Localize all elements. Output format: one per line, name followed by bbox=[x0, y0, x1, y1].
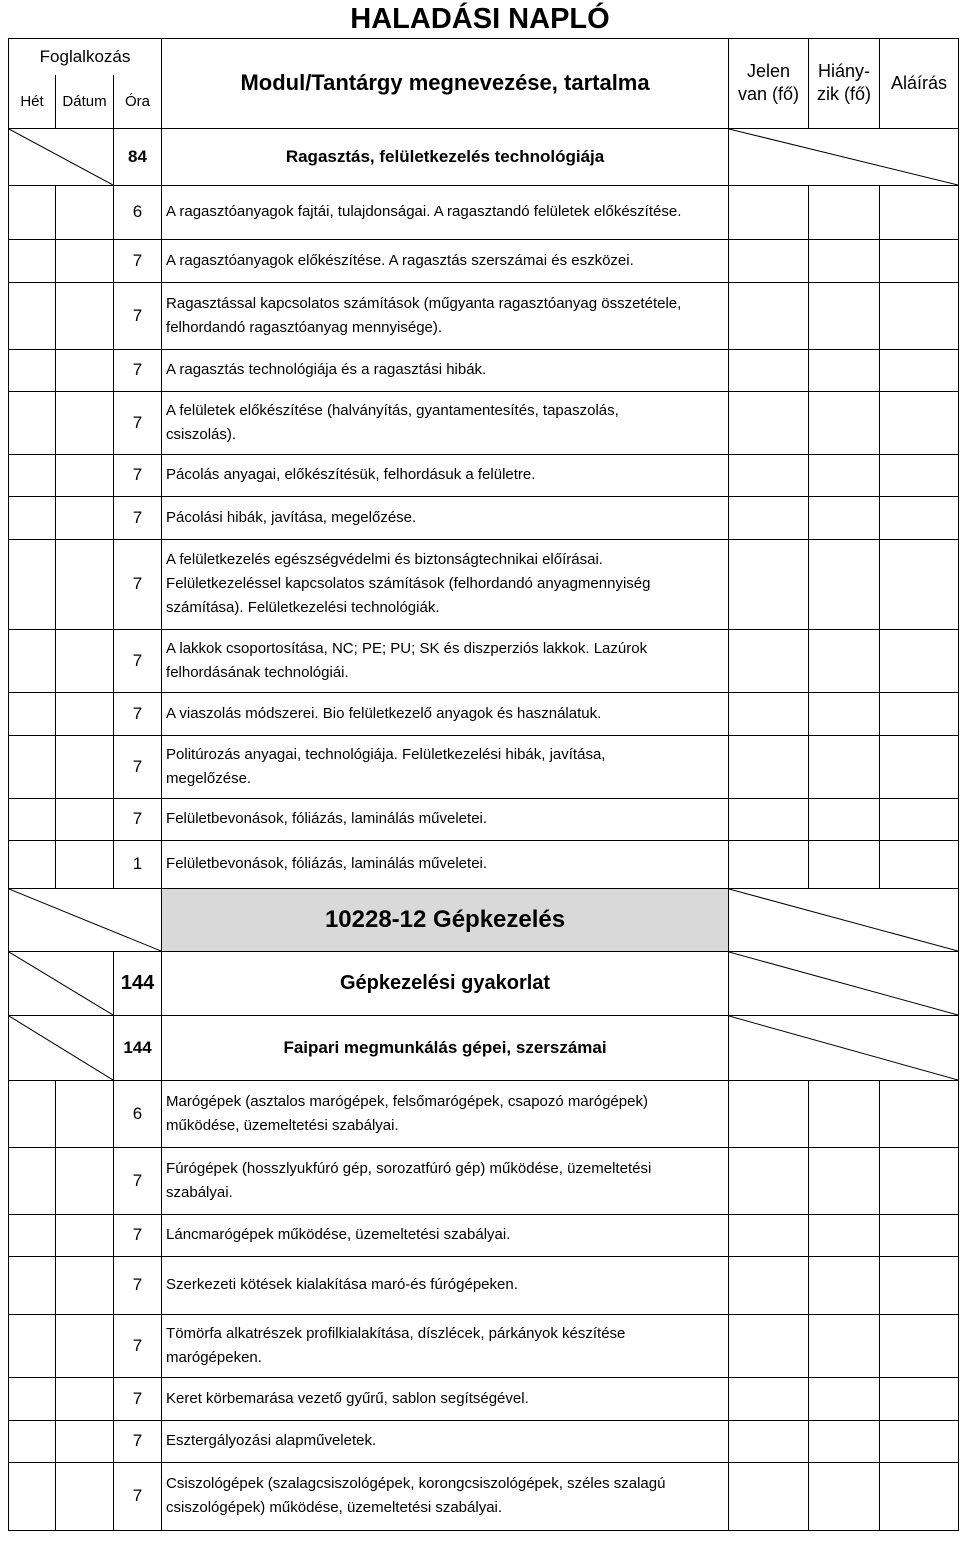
hianyzik-cell[interactable] bbox=[809, 629, 880, 692]
content-cell bbox=[162, 539, 729, 629]
hianyzik-cell[interactable] bbox=[809, 496, 880, 539]
ora-cell: 7 bbox=[114, 1147, 162, 1214]
table-row bbox=[9, 798, 959, 840]
content-line: A ragasztóanyagok fajtái, tulajdonságai. A ragasztandó felületek előkészítése. bbox=[166, 203, 682, 220]
content-cell bbox=[162, 496, 729, 539]
section1-row bbox=[9, 128, 959, 185]
hianyzik-cell[interactable] bbox=[809, 539, 880, 629]
het-cell[interactable] bbox=[9, 840, 56, 888]
section2-row bbox=[9, 1015, 959, 1080]
module-row bbox=[9, 888, 959, 951]
het-cell[interactable] bbox=[9, 1080, 56, 1147]
table-row bbox=[9, 282, 959, 349]
diagonal-strike bbox=[729, 952, 958, 1015]
content-line: Felületkezeléssel kapcsolatos számítások (felhordandó anyagmennyiség bbox=[166, 575, 651, 592]
table-row bbox=[9, 1147, 959, 1214]
alairas-cell[interactable] bbox=[880, 1314, 959, 1377]
jelen-cell[interactable] bbox=[729, 1147, 809, 1214]
het-cell[interactable] bbox=[9, 239, 56, 282]
het-cell[interactable] bbox=[9, 1256, 56, 1314]
ora-cell: 7 bbox=[114, 391, 162, 454]
jelen-cell[interactable] bbox=[729, 185, 809, 239]
alairas-cell[interactable] bbox=[880, 539, 959, 629]
het-cell[interactable] bbox=[9, 391, 56, 454]
datum-cell[interactable] bbox=[56, 185, 114, 239]
datum-cell[interactable] bbox=[56, 1147, 114, 1214]
jelen-cell[interactable] bbox=[729, 454, 809, 496]
jelen-cell[interactable] bbox=[729, 1214, 809, 1256]
datum-cell[interactable] bbox=[56, 1377, 114, 1420]
table-row bbox=[9, 454, 959, 496]
table-row bbox=[9, 1462, 959, 1530]
alairas-cell[interactable] bbox=[880, 349, 959, 391]
content-cell bbox=[162, 692, 729, 735]
hianyzik-cell[interactable] bbox=[809, 1314, 880, 1377]
content-cell bbox=[162, 1147, 729, 1214]
content-line: A lakkok csoportosítása, NC; PE; PU; SK és diszperziós lakkok. Lazúrok bbox=[166, 639, 648, 657]
content-cell bbox=[162, 1214, 729, 1256]
subject-row bbox=[9, 951, 959, 1015]
content-line: Esztergályozási alapműveletek. bbox=[166, 1432, 377, 1449]
datum-cell[interactable] bbox=[56, 349, 114, 391]
table-row bbox=[9, 391, 959, 454]
het-cell[interactable] bbox=[9, 1214, 56, 1256]
diagonal-strike bbox=[729, 889, 958, 951]
content-cell bbox=[162, 1377, 729, 1420]
content-line: Politúrozás anyagai, technológiája. Felületkezelési hibák, javítása, bbox=[166, 745, 606, 763]
alairas-cell[interactable] bbox=[880, 282, 959, 349]
content-line: A ragasztás technológiája és a ragasztási hibák. bbox=[166, 361, 487, 378]
content-cell bbox=[162, 629, 729, 692]
header-hianyzik: Hiány- zik (fő) bbox=[809, 39, 880, 129]
content-cell bbox=[162, 1420, 729, 1462]
module-title: 10228-12 Gépkezelés bbox=[162, 888, 729, 951]
section2-blank bbox=[9, 1015, 114, 1080]
hianyzik-cell[interactable] bbox=[809, 798, 880, 840]
hianyzik-cell[interactable] bbox=[809, 1256, 880, 1314]
ora-cell: 7 bbox=[114, 496, 162, 539]
diagonal-strike bbox=[9, 889, 161, 951]
content-line: felhordandó ragasztóanyag mennyisége). bbox=[166, 318, 443, 336]
datum-cell[interactable] bbox=[56, 282, 114, 349]
jelen-cell[interactable] bbox=[729, 496, 809, 539]
alairas-cell[interactable] bbox=[880, 454, 959, 496]
content-line: Felületbevonások, fóliázás, laminálás műveletei. bbox=[166, 810, 488, 827]
content-cell bbox=[162, 391, 729, 454]
het-cell[interactable] bbox=[9, 1314, 56, 1377]
diagonal-strike bbox=[9, 129, 113, 185]
module-blank bbox=[9, 888, 162, 951]
datum-cell[interactable] bbox=[56, 1214, 114, 1256]
header-het: Hét bbox=[9, 75, 56, 128]
jelen-cell[interactable] bbox=[729, 1420, 809, 1462]
table-row bbox=[9, 1256, 959, 1314]
jelen-cell[interactable] bbox=[729, 692, 809, 735]
alairas-cell[interactable] bbox=[880, 1080, 959, 1147]
jelen-cell[interactable] bbox=[729, 1377, 809, 1420]
hianyzik-cell[interactable] bbox=[809, 1377, 880, 1420]
content-line: megelőzése. bbox=[166, 769, 252, 787]
content-cell bbox=[162, 1462, 729, 1530]
table-row bbox=[9, 692, 959, 735]
content-cell bbox=[162, 798, 729, 840]
het-cell[interactable] bbox=[9, 629, 56, 692]
header-jelen: Jelen van (fő) bbox=[729, 39, 809, 129]
hianyzik-cell[interactable] bbox=[809, 1080, 880, 1147]
header-alairas: Aláírás bbox=[880, 39, 959, 129]
hianyzik-cell[interactable] bbox=[809, 239, 880, 282]
alairas-cell[interactable] bbox=[880, 1462, 959, 1530]
module-blank-right bbox=[729, 888, 959, 951]
table-row bbox=[9, 539, 959, 629]
het-cell[interactable] bbox=[9, 496, 56, 539]
ora-cell: 6 bbox=[114, 185, 162, 239]
ora-cell: 7 bbox=[114, 1256, 162, 1314]
het-cell[interactable] bbox=[9, 1420, 56, 1462]
hianyzik-cell[interactable] bbox=[809, 391, 880, 454]
content-line: szabályai. bbox=[166, 1183, 233, 1201]
content-cell bbox=[162, 185, 729, 239]
table-row bbox=[9, 1377, 959, 1420]
alairas-cell[interactable] bbox=[880, 239, 959, 282]
ora-cell: 7 bbox=[114, 798, 162, 840]
table-row bbox=[9, 629, 959, 692]
content-cell bbox=[162, 840, 729, 888]
datum-cell[interactable] bbox=[56, 629, 114, 692]
het-cell[interactable] bbox=[9, 1462, 56, 1530]
ora-cell: 7 bbox=[114, 1214, 162, 1256]
alairas-cell[interactable] bbox=[880, 735, 959, 798]
section2-title: Faipari megmunkálás gépei, szerszámai bbox=[162, 1015, 729, 1080]
ora-cell: 6 bbox=[114, 1080, 162, 1147]
diagonal-strike bbox=[9, 1016, 113, 1080]
alairas-cell[interactable] bbox=[880, 692, 959, 735]
hianyzik-cell[interactable] bbox=[809, 349, 880, 391]
content-line: Ragasztással kapcsolatos számítások (műgyanta ragasztóanyag összetétele, bbox=[166, 294, 682, 312]
datum-cell[interactable] bbox=[56, 454, 114, 496]
content-line: Keret körbemarása vezető gyűrű, sablon segítségével. bbox=[166, 1389, 529, 1407]
content-line: Szerkezeti kötések kialakítása maró-és fúrógépeken. bbox=[166, 1276, 518, 1293]
alairas-cell[interactable] bbox=[880, 1147, 959, 1214]
content-line: számítása). Felületkezelési technológiák. bbox=[166, 599, 440, 616]
hianyzik-cell[interactable] bbox=[809, 1462, 880, 1530]
jelen-cell[interactable] bbox=[729, 1462, 809, 1530]
content-line: Marógépek (asztalos marógépek, felsőmarógépek, csapozó marógépek) bbox=[166, 1092, 648, 1110]
content-cell bbox=[162, 282, 729, 349]
table-row bbox=[9, 496, 959, 539]
alairas-cell[interactable] bbox=[880, 391, 959, 454]
content-line: A ragasztóanyagok előkészítése. A ragasztás szerszámai és eszközei. bbox=[166, 251, 634, 269]
jelen-cell[interactable] bbox=[729, 629, 809, 692]
section2-hours: 144 bbox=[114, 1015, 162, 1080]
section1-blank-right bbox=[729, 128, 959, 185]
content-line: Csiszológépek (szalagcsiszológépek, korongcsiszológépek, széles szalagú bbox=[166, 1475, 666, 1492]
table-row bbox=[9, 239, 959, 282]
content-line: felhordásának technológiái. bbox=[166, 663, 349, 681]
het-cell[interactable] bbox=[9, 692, 56, 735]
ora-cell: 7 bbox=[114, 539, 162, 629]
page-title: HALADÁSI NAPLÓ bbox=[350, 3, 610, 35]
het-cell[interactable] bbox=[9, 349, 56, 391]
ora-cell: 7 bbox=[114, 1420, 162, 1462]
content-cell bbox=[162, 1256, 729, 1314]
hianyzik-cell[interactable] bbox=[809, 1214, 880, 1256]
content-cell bbox=[162, 349, 729, 391]
section1-title: Ragasztás, felületkezelés technológiája bbox=[162, 128, 729, 185]
content-line: Felületbevonások, fóliázás, laminálás műveletei. bbox=[166, 855, 488, 872]
datum-cell[interactable] bbox=[56, 735, 114, 798]
ora-cell: 7 bbox=[114, 629, 162, 692]
jelen-cell[interactable] bbox=[729, 840, 809, 888]
table-row bbox=[9, 1214, 959, 1256]
content-line: A felületkezelés egészségvédelmi és biztonságtechnikai előírásai. bbox=[166, 551, 603, 568]
content-line: A felületek előkészítése (halványítás, gyantamentesítés, tapaszolás, bbox=[166, 401, 619, 419]
jelen-cell[interactable] bbox=[729, 539, 809, 629]
alairas-cell[interactable] bbox=[880, 1214, 959, 1256]
content-line: működése, üzemeltetési szabályai. bbox=[166, 1116, 399, 1134]
ora-cell: 7 bbox=[114, 239, 162, 282]
het-cell[interactable] bbox=[9, 798, 56, 840]
jelen-cell[interactable] bbox=[729, 282, 809, 349]
ora-cell: 1 bbox=[114, 840, 162, 888]
content-cell bbox=[162, 239, 729, 282]
content-cell bbox=[162, 454, 729, 496]
het-cell[interactable] bbox=[9, 454, 56, 496]
jelen-cell[interactable] bbox=[729, 1080, 809, 1147]
jelen-cell[interactable] bbox=[729, 349, 809, 391]
content-line: Láncmarógépek működése, üzemeltetési szabályai. bbox=[166, 1226, 511, 1243]
table-row bbox=[9, 185, 959, 239]
datum-cell[interactable] bbox=[56, 1314, 114, 1377]
table-row bbox=[9, 735, 959, 798]
alairas-cell[interactable] bbox=[880, 1420, 959, 1462]
datum-cell[interactable] bbox=[56, 798, 114, 840]
diagonal-strike bbox=[729, 1016, 958, 1080]
hianyzik-cell[interactable] bbox=[809, 282, 880, 349]
content-cell bbox=[162, 1080, 729, 1147]
alairas-cell[interactable] bbox=[880, 840, 959, 888]
subject-blank bbox=[9, 951, 114, 1015]
het-cell[interactable] bbox=[9, 185, 56, 239]
subject-title: Gépkezelési gyakorlat bbox=[162, 951, 729, 1015]
ora-cell: 7 bbox=[114, 282, 162, 349]
hianyzik-cell[interactable] bbox=[809, 454, 880, 496]
alairas-cell[interactable] bbox=[880, 1256, 959, 1314]
diagonal-strike bbox=[9, 952, 113, 1015]
jelen-cell[interactable] bbox=[729, 391, 809, 454]
hianyzik-cell[interactable] bbox=[809, 692, 880, 735]
subject-blank-right bbox=[729, 951, 959, 1015]
jelen-cell[interactable] bbox=[729, 1256, 809, 1314]
alairas-cell[interactable] bbox=[880, 185, 959, 239]
section1-blank bbox=[9, 128, 114, 185]
ora-cell: 7 bbox=[114, 735, 162, 798]
datum-cell[interactable] bbox=[56, 1080, 114, 1147]
datum-cell[interactable] bbox=[56, 1462, 114, 1530]
jelen-cell[interactable] bbox=[729, 239, 809, 282]
header-ora: Óra bbox=[114, 75, 162, 128]
datum-cell[interactable] bbox=[56, 239, 114, 282]
het-cell[interactable] bbox=[9, 282, 56, 349]
section1-hours: 84 bbox=[114, 128, 162, 185]
alairas-cell[interactable] bbox=[880, 496, 959, 539]
table-row bbox=[9, 840, 959, 888]
het-cell[interactable] bbox=[9, 1147, 56, 1214]
header-modul: Modul/Tantárgy megnevezése, tartalma bbox=[162, 39, 729, 129]
jelen-cell[interactable] bbox=[729, 798, 809, 840]
ora-cell: 7 bbox=[114, 1377, 162, 1420]
ora-cell: 7 bbox=[114, 1462, 162, 1530]
section2-blank-right bbox=[729, 1015, 959, 1080]
table-row bbox=[9, 349, 959, 391]
subject-hours: 144 bbox=[114, 951, 162, 1015]
jelen-cell[interactable] bbox=[729, 735, 809, 798]
content-line: Fúrógépek (hosszlyukfúró gép, sorozatfúró gép) működése, üzemeltetési bbox=[166, 1159, 652, 1177]
datum-cell[interactable] bbox=[56, 539, 114, 629]
datum-cell[interactable] bbox=[56, 692, 114, 735]
datum-cell[interactable] bbox=[56, 496, 114, 539]
table-row bbox=[9, 1080, 959, 1147]
table-row bbox=[9, 1420, 959, 1462]
het-cell[interactable] bbox=[9, 1377, 56, 1420]
ora-cell: 7 bbox=[114, 454, 162, 496]
content-line: Tömörfa alkatrészek profilkialakítása, díszlécek, párkányok készítése bbox=[166, 1324, 626, 1342]
het-cell[interactable] bbox=[9, 735, 56, 798]
ora-cell: 7 bbox=[114, 1314, 162, 1377]
het-cell[interactable] bbox=[9, 539, 56, 629]
datum-cell[interactable] bbox=[56, 1420, 114, 1462]
hianyzik-cell[interactable] bbox=[809, 185, 880, 239]
datum-cell[interactable] bbox=[56, 1256, 114, 1314]
header-datum: Dátum bbox=[56, 75, 114, 128]
content-cell bbox=[162, 735, 729, 798]
content-line: marógépeken. bbox=[166, 1348, 262, 1366]
ora-cell: 7 bbox=[114, 349, 162, 391]
table-row bbox=[9, 1314, 959, 1377]
jelen-cell[interactable] bbox=[729, 1314, 809, 1377]
header-foglalkozas: Foglalkozás bbox=[9, 39, 162, 76]
content-line: Pácolási hibák, javítása, megelőzése. bbox=[166, 508, 417, 526]
hianyzik-cell[interactable] bbox=[809, 840, 880, 888]
ora-cell: 7 bbox=[114, 692, 162, 735]
hianyzik-cell[interactable] bbox=[809, 735, 880, 798]
content-cell bbox=[162, 1314, 729, 1377]
content-line: csiszolás). bbox=[166, 425, 237, 443]
alairas-cell[interactable] bbox=[880, 1377, 959, 1420]
datum-cell[interactable] bbox=[56, 391, 114, 454]
hianyzik-cell[interactable] bbox=[809, 1420, 880, 1462]
datum-cell[interactable] bbox=[56, 840, 114, 888]
alairas-cell[interactable] bbox=[880, 798, 959, 840]
diagonal-strike bbox=[729, 129, 958, 185]
content-line: A viaszolás módszerei. Bio felületkezelő anyagok és használatuk. bbox=[166, 704, 602, 722]
alairas-cell[interactable] bbox=[880, 629, 959, 692]
progress-log-table bbox=[8, 38, 958, 1531]
hianyzik-cell[interactable] bbox=[809, 1147, 880, 1214]
content-line: Pácolás anyagai, előkészítésük, felhordásuk a felületre. bbox=[166, 466, 536, 483]
content-line: csiszológépek) működése, üzemeltetési szabályai. bbox=[166, 1499, 503, 1516]
